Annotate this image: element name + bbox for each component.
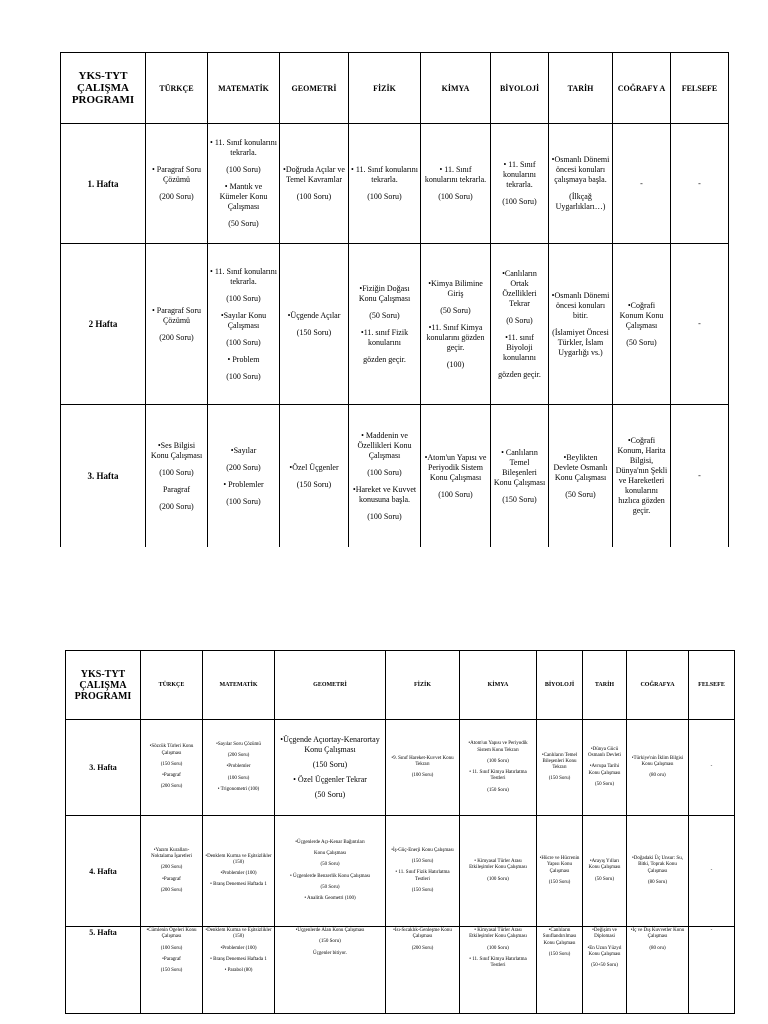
cell-felsefe — [689, 720, 735, 816]
cell-text: • Maddenin ve Özellikleri Konu Çalışması — [357, 430, 412, 460]
cell-text: •Denklem Kurma ve Eşitsizlikler (150) — [205, 853, 272, 865]
cell-text: •Canlıların Sınıflandırılması Konu Çalışması — [542, 928, 577, 946]
header-fizik: FİZİK — [349, 53, 421, 124]
cell-text: (80 oru) — [649, 945, 666, 951]
cell-text: (100 Soru) — [226, 371, 261, 381]
table-row — [61, 244, 729, 405]
cell-cografya — [613, 124, 671, 244]
cell-text: • 11. Sınıf konularını tekrarla. — [351, 165, 418, 184]
cell-text: •11. Sınıf Kimya konularını gözden geçir. — [426, 322, 485, 352]
cell-text: • Paragraf Soru Çözümü — [151, 305, 201, 325]
cell-text: (100 Soru) — [502, 197, 537, 206]
header-biyoloji: BİYOLOJİ — [491, 53, 549, 124]
cell-text: (200 Soru) — [411, 945, 434, 951]
cell-cografya — [613, 244, 671, 405]
cell-text: (100 Soru) — [159, 467, 194, 477]
cell-text: (100 Soru) — [226, 293, 261, 303]
cell-kimya — [421, 124, 491, 244]
cell-text: gözden geçir. — [363, 354, 406, 364]
cell-text: (150 Soru) — [502, 494, 537, 504]
cell-text: •Ses Bilgisi Konu Çalışması — [150, 440, 203, 460]
cell-fizik — [386, 720, 460, 816]
week-label: 2 Hafta — [61, 244, 146, 405]
cell-text: (200 Soru) — [226, 462, 261, 472]
cell-text: •Hareket ve Kuvvet konusuna başla. — [352, 484, 417, 504]
cell-text: •Türkiye'nin İklim Bilgisi Konu Çalışması — [631, 755, 684, 767]
cell-text: •Problemler (100) — [220, 871, 257, 876]
cell-text: (100 Soru) — [367, 467, 402, 477]
cell-text: (50 Soru) — [440, 305, 471, 315]
cell-text: • Canlıların Temel Bileşenleri Konu Çalışması — [493, 447, 546, 487]
cell-text: • 11. Sınıf konularını tekrarla. — [210, 266, 277, 286]
cell-biyoloji — [537, 816, 583, 927]
cell-cografya — [627, 927, 689, 1014]
cell-text: •Kimya Bilimine Giriş — [428, 278, 483, 298]
cell-text: • Branş Denemesi Haftada 1 — [210, 956, 267, 962]
cell-turkce — [141, 927, 203, 1014]
cell-text: (80 oru) — [649, 773, 666, 779]
cell-text: • Üçgenlerde Benzerlik Konu Çalışması — [289, 873, 371, 879]
cell-text: - — [698, 178, 701, 188]
cell-biyoloji — [537, 927, 583, 1014]
cell-text: •Sözcük Türleri Konu Çalışması — [149, 744, 194, 756]
cell-cografya — [627, 720, 689, 816]
table-row — [61, 124, 729, 244]
cell-kimya — [460, 816, 537, 927]
cell-tarih — [549, 244, 613, 405]
table-row — [61, 405, 729, 548]
cell-text: • 11. Sınıf konularını tekrarla. — [210, 138, 277, 157]
cell-text: (100 Soru) — [226, 496, 261, 506]
cell-biyoloji — [491, 124, 549, 244]
cell-text: (100 Soru) — [160, 945, 183, 951]
cell-text: •Üçgende Açıortay-Kenarortay Konu Çalışması — [280, 735, 380, 754]
header-kimya: KİMYA — [460, 651, 537, 720]
cell-text: (100 Soru) — [438, 192, 473, 201]
cell-text: - — [710, 928, 713, 933]
cell-kimya — [421, 405, 491, 548]
cell-text: •Problemler (100) — [220, 945, 257, 951]
cell-text: •Doğadaki Üç Unsur: Su, Bitki, Toprak Konu Çalışması — [632, 856, 683, 874]
cell-turkce — [146, 124, 208, 244]
cell-matematik — [208, 405, 280, 548]
cell-text: •Avrupa Tarihi Konu Çalışması — [588, 764, 621, 776]
cell-text: •Osmanlı Dönemi öncesi konuları bitir. — [551, 290, 610, 320]
cell-text: •Coğrafi Konum Konu Çalışması — [619, 300, 664, 330]
cell-biyoloji — [537, 720, 583, 816]
cell-text: •Paragraf — [162, 956, 181, 962]
cell-text: • Trigonometri (100) — [217, 786, 260, 792]
cell-kimya — [421, 244, 491, 405]
cell-text: •Fiziğin Doğası Konu Çalışması — [358, 283, 411, 303]
cell-text: •Atom'un Yapısı ve Periyodik Sistem Konu Çalışması — [424, 452, 487, 482]
cell-text: •Coğrafi Konum, Harita Bilgisi, Dünya'nın Şekli ve Hareketleri konularını hızlıca gözden geçir. — [615, 436, 668, 515]
cell-text: •11. sınıf Biyoloji konularını — [503, 332, 536, 362]
cell-geometri — [275, 816, 386, 927]
cell-turkce — [146, 244, 208, 405]
cell-text: (100 Soru) — [487, 758, 509, 764]
cell-felsefe — [671, 124, 729, 244]
cell-text: (150 Soru) — [548, 951, 571, 957]
header-geometri: GEOMETRİ — [275, 651, 386, 720]
cell-text: (80 Soru) — [647, 879, 668, 885]
header-tarih: TARİH — [583, 651, 627, 720]
cell-text: •Özel Üçgenler — [289, 462, 339, 472]
cell-matematik — [208, 124, 280, 244]
cell-text: - — [640, 178, 643, 188]
cell-text: •Sayılar Soru Çözümü — [216, 741, 261, 747]
header-geometri: GEOMETRİ — [280, 53, 349, 124]
cell-text: (200 Soru) — [160, 865, 183, 871]
cell-text: (150 Soru) — [312, 760, 348, 769]
cell-matematik — [203, 927, 275, 1014]
header-program: YKS-TYT ÇALIŞMA PROGRAMI — [66, 651, 141, 720]
cell-text: (200 Soru) — [159, 332, 194, 342]
cell-fizik — [349, 244, 421, 405]
header-cografya: COĞRAFYA — [627, 651, 689, 720]
week-label: 3. Hafta — [61, 405, 146, 548]
cell-text: (100 Soru) — [487, 945, 509, 951]
cell-text: (50 Soru) — [594, 876, 615, 882]
cell-text: (50 Soru) — [228, 219, 259, 228]
cell-text: (150 Soru) — [160, 968, 183, 973]
cell-fizik — [349, 124, 421, 244]
cell-biyoloji — [491, 405, 549, 548]
cell-text: • 11. Sınıf Kimya Hatırlatma Testleri — [469, 956, 527, 968]
cell-text: •Paragraf — [162, 876, 181, 882]
cell-cografya — [613, 405, 671, 548]
header-biyoloji: BİYOLOJİ — [537, 651, 583, 720]
cell-tarih — [549, 405, 613, 548]
cell-text: (150 Soru) — [319, 939, 341, 945]
header-cografya: COĞRAFY A — [613, 53, 671, 124]
cell-felsefe — [689, 927, 735, 1014]
cell-text: • Özel Üçgenler Tekrar — [293, 775, 367, 784]
cell-text: • Mantık ve Kümeler Konu Çalışması — [219, 182, 268, 211]
cell-text: • 11. Sınıf Kimya Hatırlatma Testleri — [469, 770, 527, 782]
cell-text: •Beylikten Devlete Osmanlı Konu Çalışması — [553, 452, 608, 482]
cell-text: •Sayılar — [230, 445, 257, 455]
cell-tarih — [549, 124, 613, 244]
cell-text: (0 Soru) — [506, 315, 533, 325]
cell-text: gözden geçir. — [498, 369, 541, 379]
cell-text: •Cümlenin Ögeleri Konu Çalışması — [146, 928, 197, 940]
header-fizik: FİZİK — [386, 651, 460, 720]
week-label: 5. Hafta — [66, 927, 141, 1014]
cell-text: (100 Soru) — [487, 876, 509, 882]
cell-text: •Canlıların Ortak Özellikleri Tekrar — [502, 268, 537, 308]
cell-felsefe — [671, 405, 729, 548]
cell-text: •Problemler — [226, 764, 251, 770]
cell-text: (100) — [446, 359, 465, 369]
cell-text: •Isı-Sıcaklık-Genleşme Konu Çalışması — [393, 928, 452, 940]
cell-text: (150 Soru) — [411, 887, 434, 893]
cell-text: - — [710, 764, 713, 770]
cell-biyoloji — [491, 244, 549, 405]
cell-text: (100 Soru) — [438, 489, 473, 499]
cell-matematik — [208, 244, 280, 405]
cell-text: •Canlıların Temel Bileşenleri Konu Tekrarı — [541, 752, 578, 770]
cell-text: (100 Soru) — [226, 337, 261, 347]
cell-text: • Problemler — [223, 479, 264, 489]
cell-text: (100 Soru) — [411, 773, 434, 779]
cell-tarih — [583, 816, 627, 927]
cell-text: (İlkçağ Uygarlıkları…) — [555, 192, 606, 211]
table-row — [66, 720, 735, 816]
schedule-table-2 — [65, 650, 735, 1014]
cell-matematik — [203, 816, 275, 927]
cell-text: (150 Soru) — [296, 327, 332, 337]
cell-turkce — [146, 405, 208, 548]
cell-text: •Değişim ve Diplomasi — [592, 928, 617, 940]
cell-text: (100 Soru) — [227, 775, 250, 781]
cell-text: (İslamiyet Öncesi Türkler, İslam Uygarlığı vs.) — [552, 327, 609, 357]
cell-text: • Kimyasal Türler Arası Etkileşimler Konu Çalışması — [469, 859, 527, 871]
cell-text: • Paragraf Soru Çözümü — [151, 165, 201, 184]
week-label: 4. Hafta — [66, 816, 141, 927]
cell-felsefe — [671, 244, 729, 405]
cell-geometri — [280, 405, 349, 548]
cell-text: (50 Soru) — [320, 884, 340, 890]
cell-text: • 11. Sınıf konularını tekrarla. — [424, 165, 487, 184]
week-label: 3. Hafta — [66, 720, 141, 816]
cell-text: Üçgenler bitiyor. — [313, 950, 347, 956]
cell-text: Paragraf — [162, 484, 191, 494]
cell-tarih — [583, 720, 627, 816]
header-felsefe: FELSEFE — [671, 53, 729, 124]
cell-text: •Üçgende Açılar — [287, 310, 341, 320]
cell-text: (150 Soru) — [160, 761, 183, 767]
header-kimya: KİMYA — [421, 53, 491, 124]
cell-kimya — [460, 927, 537, 1014]
cell-text: (100 Soru) — [296, 192, 332, 201]
cell-text: • Analitik Geometri (100) — [304, 896, 356, 901]
cell-text: •Arayış Yılları Konu Çalışması — [588, 859, 621, 871]
cell-fizik — [386, 816, 460, 927]
cell-text: (50 Soru) — [594, 781, 615, 787]
header-turkce: TÜRKÇE — [146, 53, 208, 124]
cell-text: (200 Soru) — [227, 753, 250, 759]
cell-text: - — [710, 867, 713, 873]
cell-text: •En Uzun Yüzyıl Konu Çalışması — [587, 945, 622, 957]
cell-kimya — [460, 720, 537, 816]
cell-text: •Hücre ve Hücrenin Yapısı Konu Çalışması — [539, 856, 580, 874]
cell-geometri — [275, 927, 386, 1014]
cell-geometri — [275, 720, 386, 816]
cell-text: (50 Soru) — [565, 489, 596, 499]
cell-tarih — [583, 927, 627, 1014]
cell-text: (150 Soru) — [296, 479, 332, 489]
cell-text: (150 Soru) — [411, 859, 434, 865]
cell-text: •Sayılar Konu Çalışması — [220, 310, 267, 330]
header-felsefe: FELSEFE — [689, 651, 735, 720]
header-turkce: TÜRKÇE — [141, 651, 203, 720]
cell-text: (200 Soru) — [160, 784, 183, 790]
cell-text: • Parabol (80) — [224, 968, 253, 973]
cell-text: • Kimyasal Türler Arası Etkileşimler Konu Çalışması — [469, 928, 527, 940]
table-row — [66, 816, 735, 927]
cell-text: (150 Soru) — [548, 776, 571, 782]
cell-turkce — [141, 720, 203, 816]
header-tarih: TARİH — [549, 53, 613, 124]
cell-text: •Dünya Gücü Osmanlı Devleti — [588, 746, 621, 759]
cell-text: •Paragraf — [162, 773, 181, 779]
cell-text: • Branş Denemesi Haftada 1 — [210, 882, 267, 888]
cell-text: (200 Soru) — [159, 501, 194, 511]
cell-geometri — [280, 244, 349, 405]
cell-text: - — [698, 319, 701, 328]
cell-text: •Osmanlı Dönemi öncesi konuları çalışmaya başla. — [551, 155, 610, 184]
table-row — [66, 927, 735, 1014]
cell-fizik — [349, 405, 421, 548]
cell-text: (150 Soru) — [487, 787, 509, 793]
cell-text: • Problem — [227, 354, 260, 364]
week-label: 1. Hafta — [61, 124, 146, 244]
cell-text: (50 Soru) — [369, 310, 400, 320]
cell-fizik — [386, 927, 460, 1014]
cell-text: (50+50 Soru) — [591, 963, 618, 968]
cell-text: •9. Sınıf Hareket-Kuvvet Konu Tekrarı — [391, 755, 454, 767]
cell-text: • 11. Sınıf konularını tekrarla. — [503, 160, 536, 189]
cell-text: •Atom'un Yapısı ve Periyodik Sistem Konu Tekrarı — [468, 741, 528, 753]
schedule-table-1 — [60, 52, 729, 547]
header-program: YKS-TYT ÇALIŞMA PROGRAMI — [61, 53, 146, 124]
cell-turkce — [141, 816, 203, 927]
cell-text: (150 Soru) — [548, 879, 571, 885]
cell-text: •İç ve Dış Kuvvetler Konu Çalışması — [630, 928, 685, 940]
cell-text: (50 Soru) — [320, 862, 340, 868]
cell-text: •Üçgenlerde Açı-Kenar Bağıntıları — [295, 839, 365, 845]
cell-felsefe — [689, 816, 735, 927]
cell-geometri — [280, 124, 349, 244]
cell-text: Konu Çalışması — [313, 851, 347, 856]
cell-text: (100 Soru) — [367, 511, 402, 521]
cell-text: (200 Soru) — [160, 887, 183, 893]
cell-text: (200 Soru) — [159, 192, 194, 201]
cell-text: •Denklem Kurma ve Eşitsizlikler (150) — [205, 928, 272, 940]
header-matematik: MATEMATİK — [203, 651, 275, 720]
cell-text: •11. sınıf Fizik konularını — [360, 327, 409, 347]
cell-matematik — [203, 720, 275, 816]
cell-text: •Doğruda Açılar ve Temel Kavramlar — [283, 165, 345, 184]
cell-text: - — [698, 471, 701, 480]
cell-text: •İş-Güç-Enerji Konu Çalışması — [391, 847, 454, 853]
cell-text: (50 Soru) — [626, 337, 657, 347]
cell-text: •Üçgenlerde Alan Konu Çalışması — [295, 928, 365, 933]
cell-text: (100 Soru) — [226, 165, 261, 174]
cell-text: •Yazım Kuralları-Noktalama İşaretleri — [151, 847, 192, 860]
header-matematik: MATEMATİK — [208, 53, 280, 124]
cell-text: (50 Soru) — [314, 790, 346, 799]
cell-text: (100 Soru) — [367, 192, 402, 201]
cell-text: • 11. Sınıf Fizik Hatırlatma Testleri — [395, 870, 450, 882]
cell-cografya — [627, 816, 689, 927]
